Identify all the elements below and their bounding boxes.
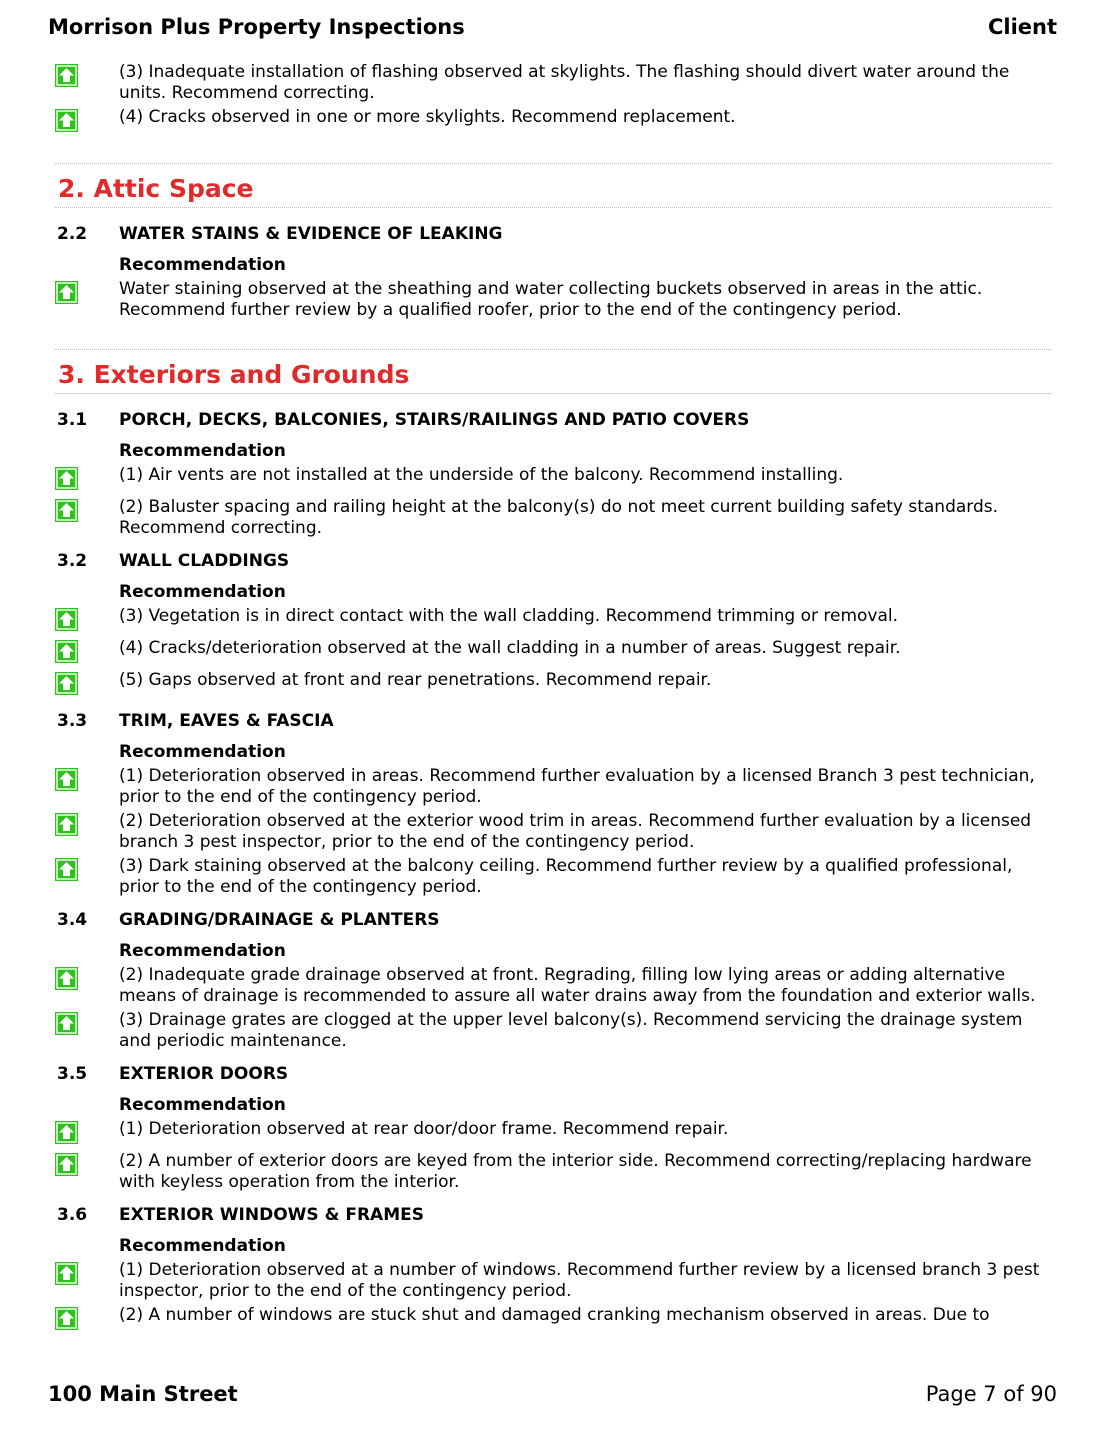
list-item (55, 766, 1051, 808)
up-arrow-icon (55, 465, 119, 490)
list-item (55, 1010, 1051, 1052)
subsection-number: 3.1 (57, 410, 88, 430)
property-address: 100 Main Street (48, 1382, 238, 1406)
subsection-number: 3.5 (57, 1064, 88, 1084)
item-text: (2) Deterioration observed at the exterior wood trim in areas. Recommend further evaluation by a licensed branch 3 pest inspector, prior to the end of the contingency period. (119, 811, 1032, 852)
up-arrow-icon (55, 279, 119, 304)
item-text: (2) Baluster spacing and railing height at the balcony(s) do not meet current building safety standards. Recommend correcting. (119, 497, 999, 538)
list-item (55, 1305, 1051, 1330)
page-number: Page 7 of 90 (925, 1382, 1057, 1406)
up-arrow-icon (55, 856, 119, 881)
up-arrow-icon (55, 497, 119, 522)
list-item (55, 670, 1051, 695)
recommendation-label: Recommendation (119, 1236, 286, 1256)
item-text: (5) Gaps observed at front and rear penetrations. Recommend repair. (119, 670, 712, 690)
subsection-heading (55, 710, 1051, 732)
subsection-title: GRADING/DRAINAGE & PLANTERS (119, 910, 440, 930)
up-arrow-icon (55, 107, 119, 132)
list-item (55, 1151, 1051, 1193)
item-text: (2) Inadequate grade drainage observed at front. Regrading, filling low lying areas or adding alternative means of drainage is recommended to assure all water drains away from the foundation and exterior walls. (119, 965, 1036, 1006)
report-content (55, 62, 1051, 1330)
client-label: Client (987, 15, 1057, 39)
list-item (55, 62, 1051, 104)
recommendation-label: Recommendation (119, 582, 286, 602)
up-arrow-icon (55, 62, 119, 87)
list-item (55, 606, 1051, 631)
subsection-title: TRIM, EAVES & FASCIA (119, 711, 334, 731)
item-text: (2) A number of windows are stuck shut and damaged cranking mechanism observed in areas. Due to (119, 1305, 990, 1325)
section-title: 3. Exteriors and Grounds (58, 360, 410, 389)
subsection-heading (55, 1204, 1051, 1226)
item-text: (3) Inadequate installation of flashing observed at skylights. The flashing should divert water around the units. Recommend correcting. (119, 62, 1010, 103)
list-item (55, 465, 1051, 490)
up-arrow-icon (55, 1305, 119, 1330)
item-text: (4) Cracks/deterioration observed at the wall cladding in a number of areas. Suggest repair. (119, 638, 901, 658)
item-text: (1) Deterioration observed at rear door/door frame. Recommend repair. (119, 1119, 729, 1139)
item-text: (4) Cracks observed in one or more skylights. Recommend replacement. (119, 107, 736, 127)
up-arrow-icon (55, 811, 119, 836)
recommendation-label: Recommendation (119, 941, 286, 961)
recommendation-label: Recommendation (119, 742, 286, 762)
up-arrow-icon (55, 1260, 119, 1285)
subsection-heading (55, 409, 1051, 431)
up-arrow-icon (55, 606, 119, 631)
recommendation-label: Recommendation (119, 441, 286, 461)
subsection-heading (55, 909, 1051, 931)
section-divider (55, 393, 1051, 394)
subsection-number: 3.6 (57, 1205, 88, 1225)
item-text: (1) Deterioration observed in areas. Recommend further evaluation by a licensed Branch 3 pest technician, prior to the end of the contingency period. (119, 766, 1035, 807)
subsection-number: 2.2 (57, 224, 88, 244)
list-item (55, 965, 1051, 1007)
list-item (55, 856, 1051, 898)
page-header (48, 13, 1057, 41)
up-arrow-icon (55, 965, 119, 990)
subsection-number: 3.3 (57, 711, 88, 731)
item-text: Water staining observed at the sheathing and water collecting buckets observed in areas in the attic. Recommend further review by a qualified roofer, prior to the end of the contingency period. (119, 279, 983, 320)
subsection-title: WATER STAINS & EVIDENCE OF LEAKING (119, 224, 503, 244)
item-text: (1) Air vents are not installed at the underside of the balcony. Recommend installing. (119, 465, 844, 485)
item-text: (1) Deterioration observed at a number of windows. Recommend further review by a licensed branch 3 pest inspector, prior to the end of the contingency period. (119, 1260, 1040, 1301)
list-item (55, 1119, 1051, 1144)
subsection-title: PORCH, DECKS, BALCONIES, STAIRS/RAILINGS AND PATIO COVERS (119, 410, 750, 430)
subsection-heading (55, 550, 1051, 572)
recommendation-label: Recommendation (119, 255, 286, 275)
list-item (55, 107, 1051, 132)
subsection-title: EXTERIOR WINDOWS & FRAMES (119, 1205, 424, 1225)
subsection-title: EXTERIOR DOORS (119, 1064, 289, 1084)
list-item (55, 638, 1051, 663)
item-text: (3) Vegetation is in direct contact with the wall cladding. Recommend trimming or removal. (119, 606, 899, 626)
list-item (55, 811, 1051, 853)
subsection-heading (55, 223, 1051, 245)
recommendation-label: Recommendation (119, 1095, 286, 1115)
up-arrow-icon (55, 1151, 119, 1176)
subsection-title: WALL CLADDINGS (119, 551, 290, 571)
up-arrow-icon (55, 1010, 119, 1035)
item-text: (2) A number of exterior doors are keyed from the interior side. Recommend correcting/replacing hardware with keyless operation from the interior. (119, 1151, 1032, 1192)
subsection-heading (55, 1063, 1051, 1085)
up-arrow-icon (55, 766, 119, 791)
section-divider (55, 207, 1051, 208)
item-text: (3) Drainage grates are clogged at the upper level balcony(s). Recommend servicing the drainage system and periodic maintenance. (119, 1010, 1023, 1051)
list-item (55, 279, 1051, 321)
subsection-number: 3.4 (57, 910, 88, 930)
item-text: (3) Dark staining observed at the balcony ceiling. Recommend further review by a qualified professional, prior to the end of the contingency period. (119, 856, 1013, 897)
list-item (55, 497, 1051, 539)
up-arrow-icon (55, 1119, 119, 1144)
list-item (55, 1260, 1051, 1302)
up-arrow-icon (55, 638, 119, 663)
subsection-number: 3.2 (57, 551, 88, 571)
company-name: Morrison Plus Property Inspections (48, 15, 465, 39)
page-footer (48, 1380, 1057, 1408)
section-title: 2. Attic Space (58, 174, 254, 203)
up-arrow-icon (55, 670, 119, 695)
